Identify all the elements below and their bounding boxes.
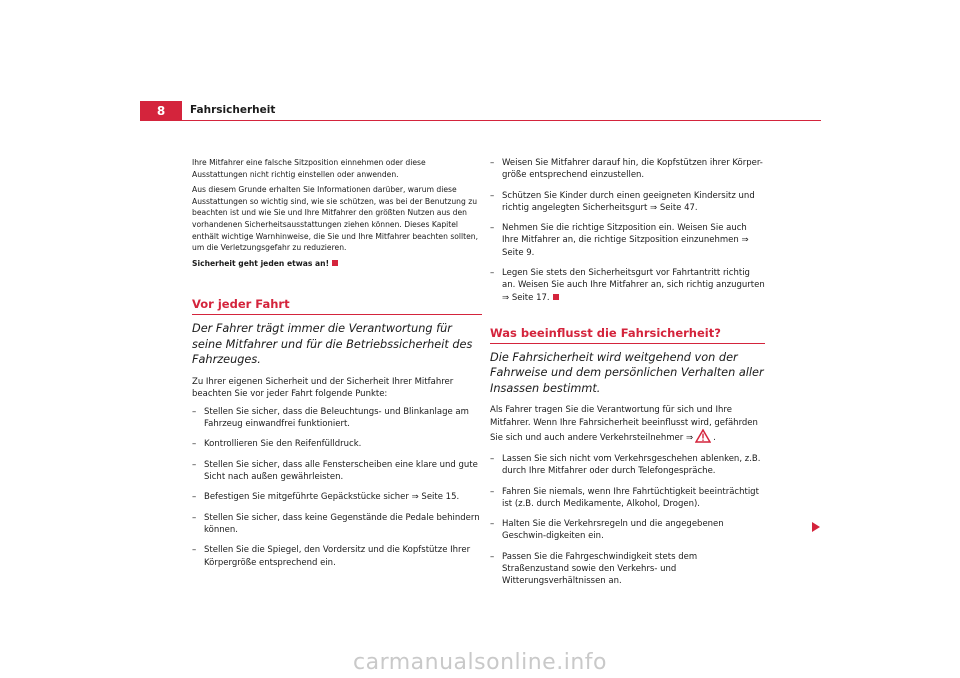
- section-intro-left: Der Fahrer trägt immer die Verantwortung für seine Mitfahrer und für die Betriebssicherheit des Fahrzeuges.: [192, 322, 473, 367]
- list-item: [490, 267, 765, 304]
- list-item: – Stellen Sie sicher, dass alle Fensterscheiben eine klare und gute Sicht nach außen gewährleisten.: [192, 459, 482, 484]
- section-body-right: [490, 404, 765, 448]
- safety-slogan: [192, 258, 482, 270]
- list-item: – Schützen Sie Kinder durch einen geeigneten Kindersitz und richtig angelegten Sicherheitsgurt ⇒ Seite 47.: [490, 190, 765, 215]
- list-item: – Stellen Sie sicher, dass die Beleuchtungs- und Blinkanlage am Fahrzeug einwandfrei funktioniert.: [192, 406, 482, 431]
- list-item: – Kontrollieren Sie den Reifenfülldruck.: [192, 438, 482, 450]
- header-divider: [182, 120, 821, 121]
- list-item: – Befestigen Sie mitgeführte Gepäckstücke sicher ⇒ Seite 15.: [192, 491, 482, 503]
- list-item: – Stellen Sie sicher, dass keine Gegenstände die Pedale behindern können.: [192, 512, 482, 537]
- intro-paragraph-2: Aus diesem Grunde erhalten Sie Informationen darüber, warum diese Ausstattungen so wichtig sind, wie sie schützen, was bei der Benutzung zu beachten ist und wie Sie und Ihre Mitfahrer den größten Nutzen aus den vorhandenen Sicherheitsausstattungen ziehen können. Dieses Kapitel enthält wichtige Warnhinweise, die Sie und Ihre Mitfahrer beachten sollten, um die Verletzungsgefahr zu reduzieren.: [192, 185, 479, 253]
- warning-triangle-icon: [695, 429, 711, 448]
- list-item: – Weisen Sie Mitfahrer darauf hin, die Kopfstützen ihrer Körper-größe entsprechend einzustellen.: [490, 157, 765, 182]
- left-column: [192, 157, 482, 577]
- checklist-right-top: [490, 157, 765, 304]
- section-body-right-text: Als Fahrer tragen Sie die Verantwortung für sich und Ihre Mitfahrer. Wenn Ihre Fahrsicherheit beeinflusst wird, gefährden Sie sich und auch andere Verkehrsteilnehmer ⇒: [490, 405, 758, 444]
- list-item-text: Legen Sie stets den Sicherheitsgurt vor Fahrtantritt richtig an. Weisen Sie auch Ihre Mitfahrer an, sich richtig anzugurten ⇒ Seite 17.: [502, 268, 765, 303]
- next-page-arrow-icon[interactable]: [812, 522, 820, 532]
- checklist-left: [192, 406, 482, 569]
- list-item: – Nehmen Sie die richtige Sitzposition ein. Weisen Sie auch Ihre Mitfahrer an, die richtige Sitzposition einzunehmen ⇒ Seite 9.: [490, 222, 765, 259]
- checklist-right-bottom: [490, 453, 765, 588]
- page-header-title: Fahrsicherheit: [190, 104, 276, 116]
- section-title-fahrsicherheit: Was beeinflusst die Fahrsicherheit?: [490, 326, 765, 344]
- list-item: – Halten Sie die Verkehrsregeln und die angegebenen Geschwin-digkeiten ein.: [490, 518, 765, 543]
- section-title-vor-jeder-fahrt: Vor jeder Fahrt: [192, 297, 482, 315]
- right-column: [490, 157, 765, 596]
- safety-slogan-text: Sicherheit geht jeden etwas an!: [192, 258, 330, 268]
- end-marker-icon: [553, 294, 559, 300]
- watermark: carmanualsonline.info: [353, 650, 607, 675]
- list-item: – Fahren Sie niemals, wenn Ihre Fahrtüchtigkeit beeinträchtigt ist (z.B. durch Medikamente, Alkohol, Drogen).: [490, 486, 765, 511]
- page-number: 8: [140, 101, 182, 121]
- list-item: – Lassen Sie sich nicht vom Verkehrsgeschehen ablenken, z.B. durch Ihre Mitfahrer oder durch Telefongespräche.: [490, 453, 765, 478]
- section-body-right-end: .: [713, 433, 716, 444]
- end-marker-icon: [332, 260, 338, 266]
- list-item: – Stellen Sie die Spiegel, den Vordersitz und die Kopfstütze Ihrer Körpergröße entsprechend ein.: [192, 544, 482, 569]
- list-item: – Passen Sie die Fahrgeschwindigkeit stets dem Straßenzustand sowie den Verkehrs- und Witterungsverhältnissen an.: [490, 551, 765, 588]
- intro-paragraph-1: Ihre Mitfahrer eine falsche Sitzposition einnehmen oder diese Ausstattungen nicht richtig einstellen oder anwenden.: [192, 158, 426, 179]
- section-body-left: Zu Ihrer eigenen Sicherheit und der Sicherheit Ihrer Mitfahrer beachten Sie vor jeder Fahrt folgende Punkte:: [192, 376, 454, 400]
- section-intro-right: Die Fahrsicherheit wird weitgehend von der Fahrweise und dem persönlichen Verhalten aller Insassen bestimmt.: [490, 350, 764, 395]
